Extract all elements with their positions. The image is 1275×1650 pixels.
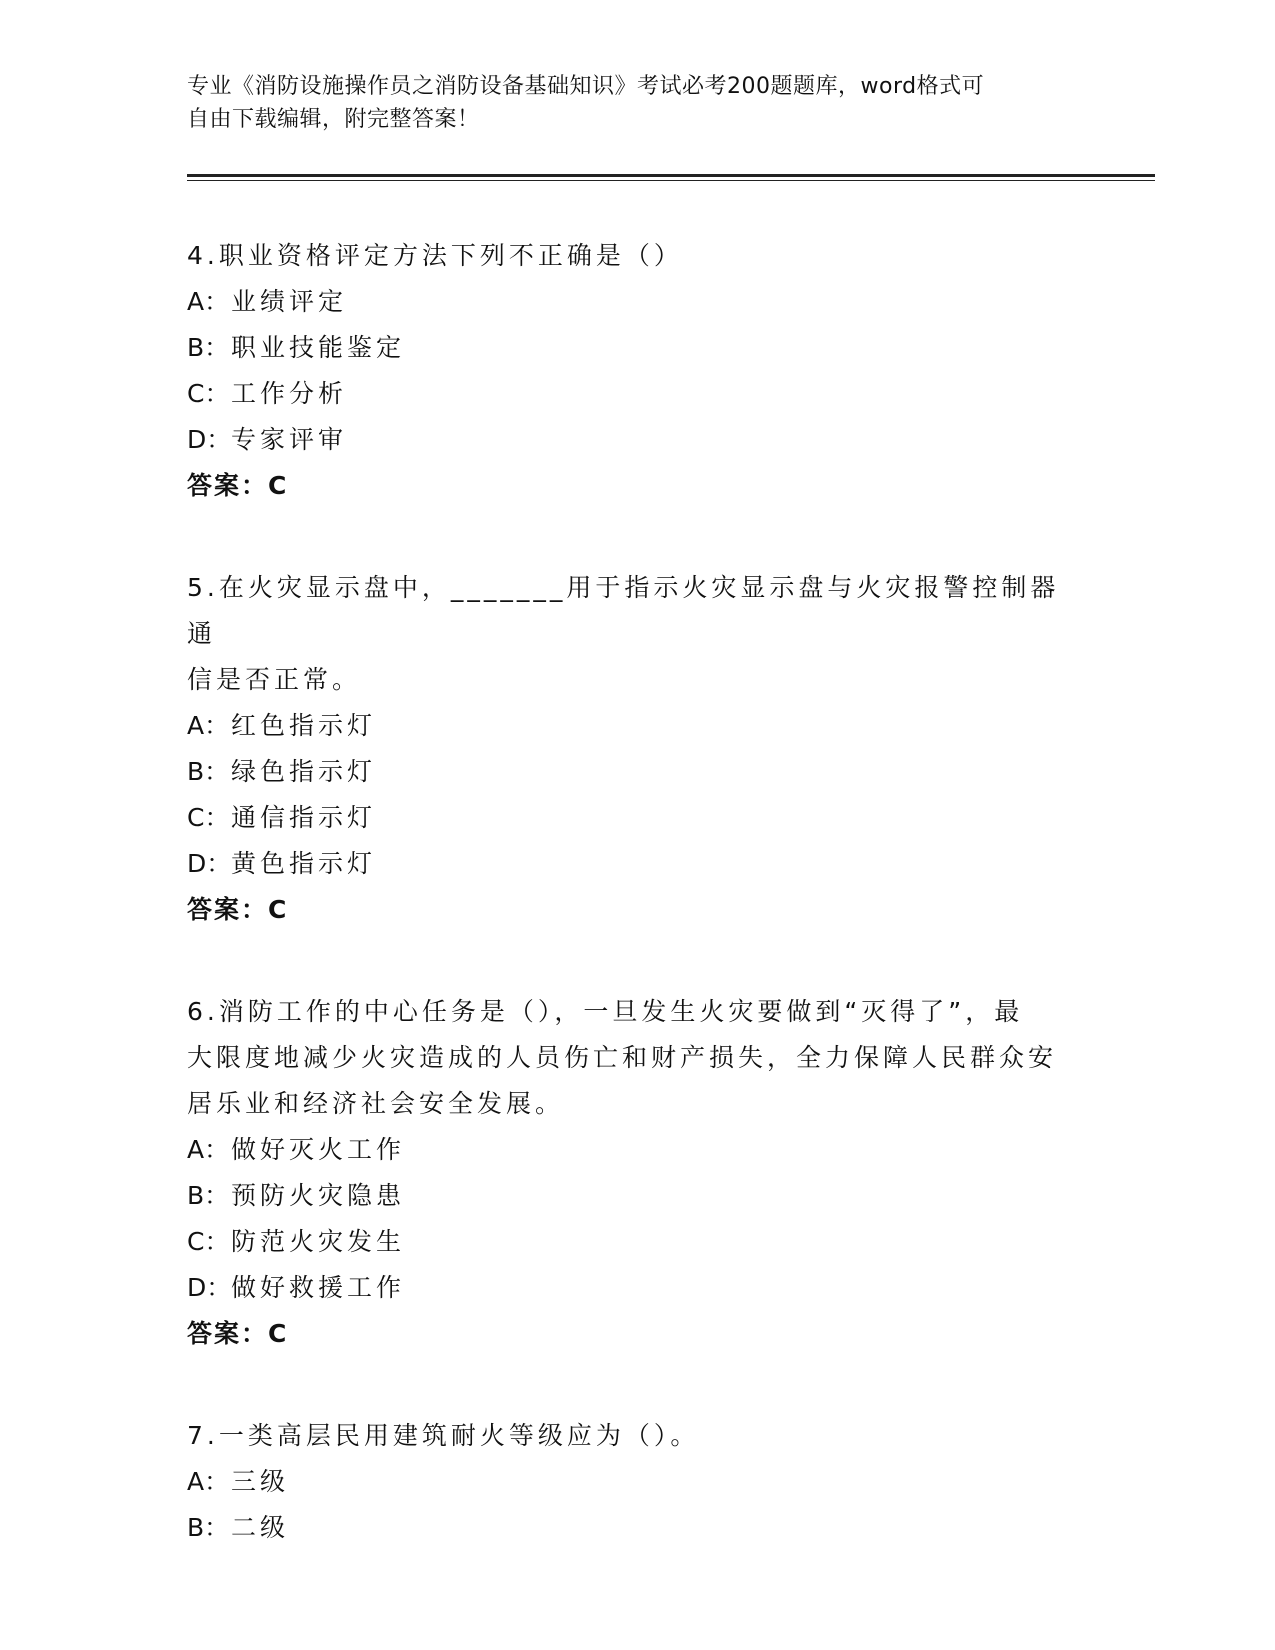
header-line: 自由下载编辑，附完整答案！ bbox=[187, 107, 480, 132]
option-text: 做好救援工作 bbox=[231, 1273, 406, 1302]
option-b bbox=[187, 325, 1157, 371]
option-text: 业绩评定 bbox=[231, 287, 348, 316]
document-header bbox=[187, 70, 1087, 136]
option-b bbox=[187, 749, 1157, 795]
document-page bbox=[187, 70, 1157, 1551]
question-5 bbox=[187, 565, 1157, 933]
option-letter: A： bbox=[187, 1135, 230, 1164]
option-letter: A： bbox=[187, 1467, 230, 1496]
answer-line: 答案：C bbox=[187, 471, 289, 500]
question-stem bbox=[187, 233, 1087, 279]
option-text: 做好灭火工作 bbox=[231, 1135, 406, 1164]
option-text: 绿色指示灯 bbox=[231, 757, 377, 786]
option-text: 工作分析 bbox=[231, 379, 348, 408]
option-d bbox=[187, 417, 1157, 463]
question-6 bbox=[187, 989, 1157, 1357]
question-stem-line: 6.消防工作的中心任务是（），一旦发生火灾要做到“灭得了”，最 bbox=[187, 997, 1024, 1026]
question-stem-line: 信是否正常。 bbox=[187, 665, 362, 694]
header-divider bbox=[187, 174, 1155, 181]
option-letter: B： bbox=[187, 333, 230, 362]
option-text: 专家评审 bbox=[231, 425, 348, 454]
header-line: 专业《消防设施操作员之消防设备基础知识》考试必考200题题库，word格式可 bbox=[187, 74, 985, 99]
option-letter: C： bbox=[187, 1227, 230, 1256]
option-text: 三级 bbox=[231, 1467, 290, 1496]
option-c bbox=[187, 371, 1157, 417]
question-stem-line: 4.职业资格评定方法下列不正确是（） bbox=[187, 241, 683, 270]
option-d bbox=[187, 841, 1157, 887]
option-a bbox=[187, 279, 1157, 325]
option-letter: B： bbox=[187, 1181, 230, 1210]
option-a bbox=[187, 1459, 1157, 1505]
option-text: 职业技能鉴定 bbox=[231, 333, 406, 362]
option-c bbox=[187, 1219, 1157, 1265]
question-stem-line: 大限度地减少火灾造成的人员伤亡和财产损失，全力保障人民群众安 bbox=[187, 1043, 1058, 1072]
option-letter: D： bbox=[187, 425, 232, 454]
option-letter: C： bbox=[187, 379, 230, 408]
question-7 bbox=[187, 1413, 1157, 1551]
option-text: 预防火灾隐患 bbox=[231, 1181, 406, 1210]
answer-line: 答案：C bbox=[187, 1319, 289, 1348]
option-letter: C： bbox=[187, 803, 230, 832]
question-stem-line: 5.在火灾显示盘中，_______用于指示火灾显示盘与火灾报警控制器通 bbox=[187, 573, 1060, 648]
option-letter: B： bbox=[187, 757, 230, 786]
divider-thin-line bbox=[187, 180, 1155, 181]
option-letter: B： bbox=[187, 1513, 230, 1542]
option-letter: A： bbox=[187, 287, 230, 316]
question-stem-line: 7.一类高层民用建筑耐火等级应为（）。 bbox=[187, 1421, 700, 1450]
answer-line: 答案：C bbox=[187, 895, 289, 924]
option-a bbox=[187, 1127, 1157, 1173]
option-c bbox=[187, 795, 1157, 841]
option-letter: D： bbox=[187, 849, 232, 878]
option-a bbox=[187, 703, 1157, 749]
question-list bbox=[187, 233, 1157, 1551]
option-text: 红色指示灯 bbox=[231, 711, 377, 740]
option-b bbox=[187, 1505, 1157, 1551]
option-b bbox=[187, 1173, 1157, 1219]
option-text: 防范火灾发生 bbox=[231, 1227, 406, 1256]
option-text: 二级 bbox=[231, 1513, 290, 1542]
question-stem-line: 居乐业和经济社会安全发展。 bbox=[187, 1089, 565, 1118]
option-text: 黄色指示灯 bbox=[231, 849, 377, 878]
question-stem bbox=[187, 1413, 1087, 1459]
option-letter: A： bbox=[187, 711, 230, 740]
option-text: 通信指示灯 bbox=[231, 803, 377, 832]
option-d bbox=[187, 1265, 1157, 1311]
question-stem bbox=[187, 989, 1087, 1127]
option-letter: D： bbox=[187, 1273, 232, 1302]
question-stem bbox=[187, 565, 1087, 703]
question-4 bbox=[187, 233, 1157, 509]
